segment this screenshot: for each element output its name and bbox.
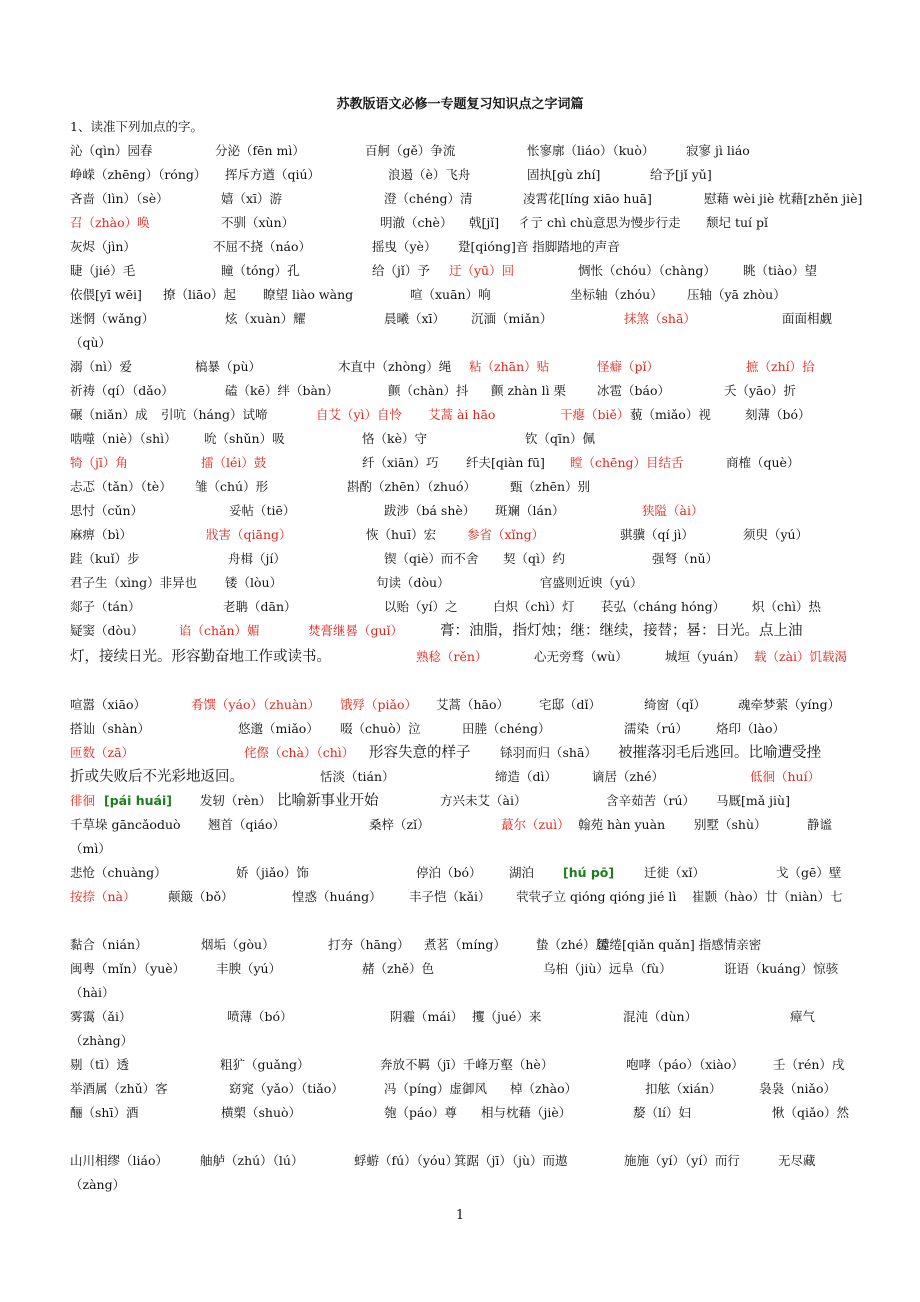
vocab-entry: 崔颢（hào）廿（niàn）七 (692, 889, 843, 904)
vocab-entry: 彳亍 chì chù意思为慢步行走 (518, 215, 681, 230)
vocab-entry: 翰苑 hàn yuàn (578, 817, 666, 832)
vocab-entry: 吝啬（lìn）（sè） (70, 191, 169, 206)
vocab-entry: 擂（léi）鼓 (201, 455, 267, 470)
vocab-entry: 炽（chì）热 (752, 599, 822, 614)
vocab-entry: 百舸（gě）争流 (365, 143, 456, 158)
vocab-entry: 比喻新事业开始 (277, 793, 379, 809)
vocab-entry: 瞭望 liào wàng (263, 287, 354, 302)
vocab-entry: 纤夫[qiàn fū] (466, 455, 545, 470)
vocab-entry: 桑梓（zǐ） (369, 817, 430, 832)
vocab-entry: 丰腴（yú） (216, 961, 282, 976)
vocab-entry: 木直中（zhòng）绳 (338, 359, 452, 374)
vocab-entry: 舳舻（zhú）（lú） (200, 1153, 304, 1168)
vocab-entry: 惆怅（chóu）（chàng） (578, 263, 716, 278)
vocab-entry: 发轫（rèn） (200, 793, 272, 808)
vocab-entry: 谄（chǎn）媚 (179, 623, 260, 638)
vocab-entry: 锲（qiè）而不舍 (384, 551, 479, 566)
vocab-entry: 自艾（yì）自怜 (316, 407, 403, 422)
vocab-entry: 粗犷（guǎng） (220, 1057, 310, 1072)
vocab-entry: 烙印（lào） (716, 721, 785, 736)
vocab-entry: 坐标轴（zhóu） (570, 287, 663, 302)
vocab-entry: 郯子（tán） (70, 599, 141, 614)
vocab-entry: 炫（xuàn）耀 (225, 311, 306, 326)
vocab-entry: 啮噬（niè）（shì） (70, 431, 177, 446)
vocab-entry: 横槊（shuò） (221, 1105, 302, 1120)
vocab-entry: 壬（rén）戌 (773, 1057, 845, 1072)
vocab-entry: 焚膏继晷（guǐ） (308, 623, 404, 638)
vocab-entry: 吮（shǔn）吸 (204, 431, 285, 446)
vocab-entry: 刻薄（bó） (745, 407, 811, 422)
vocab-entry: 晨曦（xī） (384, 311, 446, 326)
vocab-entry: 君子生（xìng）非异也 (70, 575, 198, 590)
vocab-entry: 麻痹（bì） (70, 527, 132, 542)
vocab-entry: 施施（yí）（yí）而行 (624, 1153, 740, 1168)
vocab-entry: （qù） (70, 335, 112, 350)
vocab-entry: 沁（qìn）园春 (70, 143, 153, 158)
vocab-entry: 冯（píng）虚御风 (384, 1081, 488, 1096)
vocab-entry: 须臾（yú） (743, 527, 809, 542)
vocab-entry: 纤（xiān）巧 (362, 455, 439, 470)
vocab-entry: 悠邈（miǎo） (238, 721, 319, 736)
page-number: 1 (455, 1208, 465, 1223)
vocab-entry: 扣舷（xián） (645, 1081, 722, 1096)
vocab-entry: 茕茕孑立 qióng qióng jié lì (516, 889, 677, 904)
vocab-entry: 无尽藏 (778, 1153, 816, 1168)
vocab-entry: 瞳（tóng）孔 (221, 263, 300, 278)
vocab-entry: 乌桕（jiù）远阜（fù） (543, 961, 672, 976)
vocab-entry: 低徊（huí） (750, 769, 821, 784)
vocab-entry: 迂（yū）回 (449, 263, 515, 278)
vocab-entry: 宅邸（dǐ） (539, 697, 601, 712)
vocab-entry: 压轴（yā zhòu） (687, 287, 786, 302)
vocab-entry: 含辛茹苦（rú） (606, 793, 696, 808)
vocab-entry: 田塍（chéng） (462, 721, 551, 736)
vocab-entry: 嬉（xī）游 (221, 191, 283, 206)
vocab-entry: （mì） (70, 841, 111, 856)
vocab-entry: 形容失意的样子 (369, 745, 471, 761)
vocab-entry: 颠簸（bǒ） (168, 889, 234, 904)
vocab-entry: 犄（jī）角 (70, 455, 128, 470)
vocab-entry: 颤 zhàn lì 栗 (491, 383, 567, 398)
vocab-entry: 不屈不挠（náo） (213, 239, 312, 254)
vocab-entry: 慰藉 wèi jiè 枕藉[zhěn jiè] (704, 191, 863, 206)
vocab-entry: 跬（kuǐ）步 (70, 551, 140, 566)
vocab-entry: 恪（kè）守 (362, 431, 427, 446)
vocab-entry: 白炽（chì）灯 (493, 599, 575, 614)
vocab-entry: 妥帖（tiē） (229, 503, 296, 518)
vocab-entry: 马厩[mǎ jiù] (716, 793, 790, 808)
vocab-entry: 句读（dòu） (376, 575, 450, 590)
vocab-entry: 戕害（qiāng） (206, 527, 292, 542)
vocab-entry: 艾蒿（hāo） (436, 697, 510, 712)
vocab-entry: 骐骥（qí jì） (620, 527, 694, 542)
vocab-entry: 侘傺（chà）（chì） (244, 745, 355, 760)
vocab-entry: 戈（gē）壁 (776, 865, 842, 880)
vocab-entry: 官盛则近谀（yú） (540, 575, 643, 590)
vocab-entry: 恬淡（tián） (320, 769, 395, 784)
vocab-entry: 奔放不羁（jī）千峰万壑（hè） (380, 1057, 554, 1072)
vocab-entry: 凌霄花[líng xiāo huā] (523, 191, 652, 206)
vocab-entry: 恢（huī）宏 (366, 527, 437, 542)
vocab-entry: 赭（zhě）色 (362, 961, 435, 976)
vocab-entry: 酾（shī）酒 (70, 1105, 139, 1120)
vocab-entry: 饿殍（piǎo） (340, 697, 417, 712)
vocab-entry: 斑斓（lán） (495, 503, 565, 518)
vocab-entry: 面面相觑 (782, 311, 833, 326)
vocab-entry: 怅寥廓（liáo）（kuò） (527, 143, 655, 158)
vocab-entry: 瞠（chēng）目结舌 (570, 455, 684, 470)
vocab-entry: 抹煞（shā） (624, 311, 696, 326)
vocab-entry: 千草垛 gāncǎoduò (70, 817, 181, 832)
section-heading-text: 1、读准下列加点的字。 (70, 119, 203, 134)
vocab-entry: 静谧 (807, 817, 833, 832)
vocab-entry: 喷薄（bó） (227, 1009, 293, 1024)
vocab-entry: 舟楫（jí） (228, 551, 286, 566)
vocab-entry: 冰雹（báo） (597, 383, 670, 398)
vocab-entry: 引吭（háng）试啼 (161, 407, 268, 422)
vocab-entry: 干瘪（biě） (560, 407, 630, 422)
vocab-entry: 澄（chéng）清 (384, 191, 473, 206)
vocab-entry: 匝数（zā） (70, 745, 135, 760)
vocab-entry: 依偎[yī wēi] (70, 287, 142, 302)
vocab-entry: 蕞尔（zuì） (501, 817, 570, 832)
vocab-entry: 雏（chú）形 (195, 479, 269, 494)
vocab-entry: 喧（xuān）响 (410, 287, 491, 302)
vocab-entry: 契（qì）约 (503, 551, 565, 566)
vocab-entry: 眺（tiào）望 (743, 263, 817, 278)
vocab-entry: 撩（liāo）起 (163, 287, 236, 302)
vocab-entry: （zàng） (70, 1177, 126, 1192)
vocab-entry: 分泌（fēn mì） (215, 143, 305, 158)
vocab-entry: 缔造（dì） (495, 769, 557, 784)
vocab-entry: 粘（zhān）贴 (469, 359, 550, 374)
vocab-entry: 强弩（nǔ） (652, 551, 719, 566)
vocab-entry: 谪居（zhé） (592, 769, 665, 784)
vocab-entry: 心无旁骛（wù） (534, 649, 628, 664)
vocab-entry: 跫[qióng]音 指脚踏地的声音 (458, 239, 620, 254)
vocab-entry: 忐忑（tǎn）（tè） (70, 479, 172, 494)
vocab-entry: 蛰（zhé）居 (536, 937, 609, 952)
vocab-entry: 按捺（nà） (70, 889, 136, 904)
vocab-entry: 苌弘（cháng hóng） (601, 599, 726, 614)
vocab-entry: 攫（jué）来 (472, 1009, 542, 1024)
document-title: 苏教版语文必修一专题复习知识点之字词篇 (336, 97, 584, 112)
vocab-entry: 山川相缪（liáo） (70, 1153, 168, 1168)
vocab-entry: 峥嵘（zhēng）（róng） (70, 167, 207, 182)
vocab-entry: 膏：油脂，指灯烛；继：继续，接替；晷：日光。点上油 (440, 623, 803, 639)
vocab-entry: 藐（miǎo）视 (630, 407, 711, 422)
vocab-entry: 嫠（lí）妇 (633, 1105, 691, 1120)
vocab-entry: 翘首（qiáo） (208, 817, 285, 832)
vocab-entry: 载（zài）饥载渴 (754, 649, 848, 664)
vocab-entry: 煮茗（míng） (424, 937, 506, 952)
vocab-entry: 寂寥 jì liáo (686, 143, 750, 158)
vocab-entry: 祈祷（qí）（dǎo） (70, 383, 174, 398)
vocab-entry: 喧嚣（xiāo） (70, 697, 147, 712)
vocab-entry: 给予[jǐ yǔ] (650, 167, 712, 182)
vocab-entry: 艾蒿 ài hāo (428, 407, 496, 422)
vocab-entry: 碾（niǎn）成 (70, 407, 148, 422)
vocab-entry: 镂（lòu） (225, 575, 283, 590)
vocab-entry: 悲怆（chuàng） (70, 865, 167, 880)
vocab-entry: 灰烬（jìn） (70, 239, 136, 254)
vocab-entry: 参省（xǐng） (467, 527, 545, 542)
vocab-entry: 缱绻[qiǎn quǎn] 指感情亲密 (597, 937, 762, 952)
vocab-entry: 肴馔（yáo）（zhuàn） (191, 697, 320, 712)
vocab-entry: 老聃（dān） (223, 599, 297, 614)
vocab-entry: 戟[jǐ] (469, 215, 500, 230)
vocab-entry: 召（zhào）唤 (70, 215, 150, 230)
vocab-entry: 迁徙（xǐ） (644, 865, 706, 880)
vocab-entry: 浪遏（è）飞舟 (388, 167, 471, 182)
vocab-entry: 怪癖（pǐ） (597, 359, 659, 374)
vocab-entry: 熟稔（rěn） (416, 649, 488, 664)
vocab-entry: 思忖（cǔn） (70, 503, 144, 518)
vocab-entry: [hú pō] (563, 865, 615, 880)
vocab-entry: 明澈（chè） (380, 215, 453, 230)
vocab-entry: 折或失败后不光彩地返回。 (70, 769, 244, 785)
vocab-entry: 棹（zhào） (510, 1081, 578, 1096)
vocab-entry: 阴霾（mái） (390, 1009, 464, 1024)
vocab-entry: 徘徊 (70, 793, 96, 808)
vocab-entry: 濡染（rú） (624, 721, 689, 736)
vocab-entry: 丰子恺（kǎi） (409, 889, 491, 904)
vocab-entry: 雾霭（ǎi） (70, 1009, 132, 1024)
vocab-entry: 打夯（hāng） (328, 937, 410, 952)
vocab-entry: 挥斥方遒（qiú） (225, 167, 321, 182)
vocab-entry: 钦（qīn）佩 (525, 431, 596, 446)
vocab-entry: （zhàng） (70, 1033, 134, 1048)
vocab-entry: 愀（qiǎo）然 (772, 1105, 849, 1120)
vocab-entry: 黏合（nián） (70, 937, 148, 952)
vocab-entry: 窈窕（yǎo）（tiǎo） (229, 1081, 344, 1096)
vocab-entry: 箕踞（jī）（jù）而遨 (454, 1153, 568, 1168)
vocab-entry: 方兴未艾（ài） (440, 793, 527, 808)
vocab-entry: 铩羽而归（shā） (500, 745, 597, 760)
vocab-entry: 闽粤（mǐn）（yuè） (70, 961, 186, 976)
vocab-entry: 溺（nì）爱 (70, 359, 133, 374)
vocab-entry: 磕（kē）绊（bàn） (225, 383, 339, 398)
vocab-entry: 啜（chuò）泣 (340, 721, 421, 736)
vocab-entry: 剔（tī）透 (70, 1057, 130, 1072)
vocab-entry: 瘴气 (790, 1009, 816, 1024)
vocab-entry: 蜉蝣（fú）（yóu） (354, 1153, 459, 1168)
vocab-entry: 跋涉（bá shè） (384, 503, 476, 518)
vocab-entry: 睫（jié）毛 (70, 263, 136, 278)
vocab-entry: 迷惘（wǎng） (70, 311, 155, 326)
vocab-entry: 固执[gù zhí] (527, 167, 601, 182)
vocab-entry: 颤（chàn）抖 (388, 383, 469, 398)
vocab-entry: 夭（yāo）折 (724, 383, 797, 398)
vocab-entry: 诳语（kuáng）惊骇 (724, 961, 839, 976)
vocab-entry: 给（jǐ）予 (372, 263, 430, 278)
vocab-entry: 以贻（yí）之 (384, 599, 458, 614)
vocab-entry: 匏（páo）尊 (384, 1105, 457, 1120)
vocab-entry: 颓圮 tuí pǐ (706, 215, 769, 230)
vocab-entry: 城垣（yuán） (665, 649, 746, 664)
vocab-entry: 烟垢（gòu） (201, 937, 275, 952)
vocab-entry: 停泊（bó） (416, 865, 482, 880)
vocab-entry: 相与枕藉（jiè） (481, 1105, 572, 1120)
vocab-entry: 湖泊 (509, 865, 535, 880)
vocab-entry: 甄（zhēn）别 (510, 479, 591, 494)
vocab-entry: 斟酌（zhēn）（zhuó） (347, 479, 477, 494)
vocab-entry: 袅袅（niǎo） (759, 1081, 837, 1096)
vocab-entry: 商榷（què） (726, 455, 800, 470)
vocab-entry: 绮窗（qǐ） (644, 697, 706, 712)
vocab-entry: 咆哮（páo）（xiào） (626, 1057, 744, 1072)
vocab-entry: 狭隘（ài） (642, 503, 704, 518)
vocab-entry: 摇曳（yè） (372, 239, 437, 254)
vocab-entry: [pái huái] (104, 793, 172, 808)
vocab-entry: （hài） (70, 985, 115, 1000)
vocab-entry: 灯，接续日光。形容勤奋地工作或读书。 (70, 649, 331, 665)
vocab-entry: 惶惑（huáng） (292, 889, 382, 904)
vocab-entry: 不驯（xùn） (221, 215, 295, 230)
vocab-entry: 摭（zhí）拾 (746, 359, 815, 374)
vocab-entry: 魂牵梦萦（yíng） (738, 697, 841, 712)
vocab-entry: 别墅（shù） (694, 817, 767, 832)
vocab-entry: 娇（jiǎo）饰 (236, 865, 309, 880)
vocab-entry: 被摧落羽毛后逃回。比喻遭受挫 (618, 745, 821, 761)
vocab-entry: 混沌（dùn） (623, 1009, 698, 1024)
vocab-entry: 沉湎（miǎn） (471, 311, 553, 326)
vocab-entry: 疑窦（dòu） (70, 623, 144, 638)
vocab-entry: 搭讪（shàn） (70, 721, 150, 736)
vocab-entry: 举酒属（zhǔ）客 (70, 1081, 168, 1096)
vocab-entry: 槁暴（pù） (195, 359, 262, 374)
